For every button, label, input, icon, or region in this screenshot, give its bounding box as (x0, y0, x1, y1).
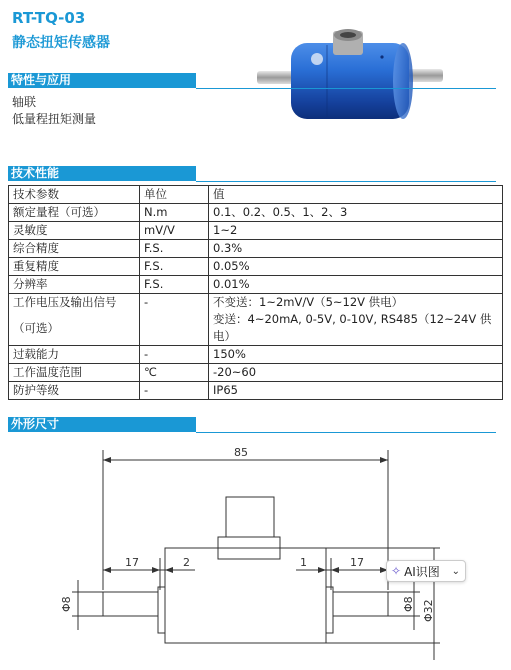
spec-param: 分辨率 (9, 276, 140, 294)
spec-unit: N.m (140, 204, 209, 222)
table-row (9, 294, 503, 312)
table-row (9, 258, 503, 276)
spec-value: IP65 (209, 382, 503, 400)
spec-table-header (9, 186, 503, 204)
specs-divider (196, 181, 496, 182)
spec-param: 工作电压及输出信号 (9, 294, 140, 312)
spec-unit: F.S. (140, 258, 209, 276)
spec-unit: mV/V (140, 222, 209, 240)
spec-param: （可选） (9, 311, 140, 346)
spec-param: 重复精度 (9, 258, 140, 276)
dim-shoulder-left: 2 (183, 556, 190, 569)
dimensions-divider (196, 432, 496, 433)
table-row (9, 204, 503, 222)
table-row (9, 346, 503, 364)
spec-param: 工作温度范围 (9, 364, 140, 382)
dim-body-dia: Φ32 (422, 599, 435, 622)
dim-shoulder-right: 1 (300, 556, 307, 569)
ai-button-label: AI识图 (404, 564, 440, 579)
product-model: RT-TQ-03 (12, 9, 86, 27)
dimension-drawing (0, 440, 511, 670)
spec-unit: F.S. (140, 276, 209, 294)
spec-unit: - (140, 346, 209, 364)
ai-sparkle-icon: ✧ (391, 564, 402, 578)
dim-shaft-left: 17 (125, 556, 139, 569)
spec-value: 150% (209, 346, 503, 364)
feature-item: 低量程扭矩测量 (12, 112, 97, 126)
spec-table (8, 185, 503, 400)
spec-param: 综合精度 (9, 240, 140, 258)
spec-header-cell: 技术参数 (9, 186, 140, 204)
dim-shaft-right: 17 (350, 556, 364, 569)
dimensions-heading: 外形尺寸 (8, 417, 196, 432)
dim-shaft-dia-right: Φ8 (402, 596, 415, 612)
spec-unit: - (140, 294, 209, 312)
spec-unit: ℃ (140, 364, 209, 382)
table-row (9, 222, 503, 240)
feature-item: 轴联 (12, 95, 37, 109)
spec-unit (140, 311, 209, 346)
spec-param: 额定量程（可选） (9, 204, 140, 222)
ai-image-recognition-button[interactable] (386, 560, 466, 582)
product-photo (255, 25, 445, 125)
spec-value: 1~2 (209, 222, 503, 240)
table-row (9, 364, 503, 382)
features-divider (196, 88, 496, 89)
spec-value: 0.01% (209, 276, 503, 294)
dim-overall-length: 85 (234, 446, 248, 459)
features-heading: 特性与应用 (8, 73, 196, 88)
spec-value: 0.3% (209, 240, 503, 258)
table-row (9, 240, 503, 258)
spec-value: 不变送：1~2mV/V（5~12V 供电） (209, 294, 503, 312)
spec-value: -20~60 (209, 364, 503, 382)
table-row (9, 382, 503, 400)
spec-unit: F.S. (140, 240, 209, 258)
dim-shaft-dia-left: Φ8 (60, 596, 73, 612)
spec-value: 变送：4~20mA, 0-5V, 0-10V, RS485（12~24V 供电） (209, 311, 503, 346)
spec-param: 灵敏度 (9, 222, 140, 240)
chevron-down-icon[interactable]: ⌄ (451, 565, 460, 577)
spec-param: 防护等级 (9, 382, 140, 400)
product-name: 静态扭矩传感器 (12, 35, 110, 51)
spec-unit: - (140, 382, 209, 400)
specs-heading: 技术性能 (8, 166, 196, 181)
table-row (9, 311, 503, 346)
spec-header-cell: 单位 (140, 186, 209, 204)
spec-header-cell: 值 (209, 186, 503, 204)
spec-value: 0.05% (209, 258, 503, 276)
spec-value: 0.1、0.2、0.5、1、2、3 (209, 204, 503, 222)
table-row (9, 276, 503, 294)
spec-param: 过载能力 (9, 346, 140, 364)
